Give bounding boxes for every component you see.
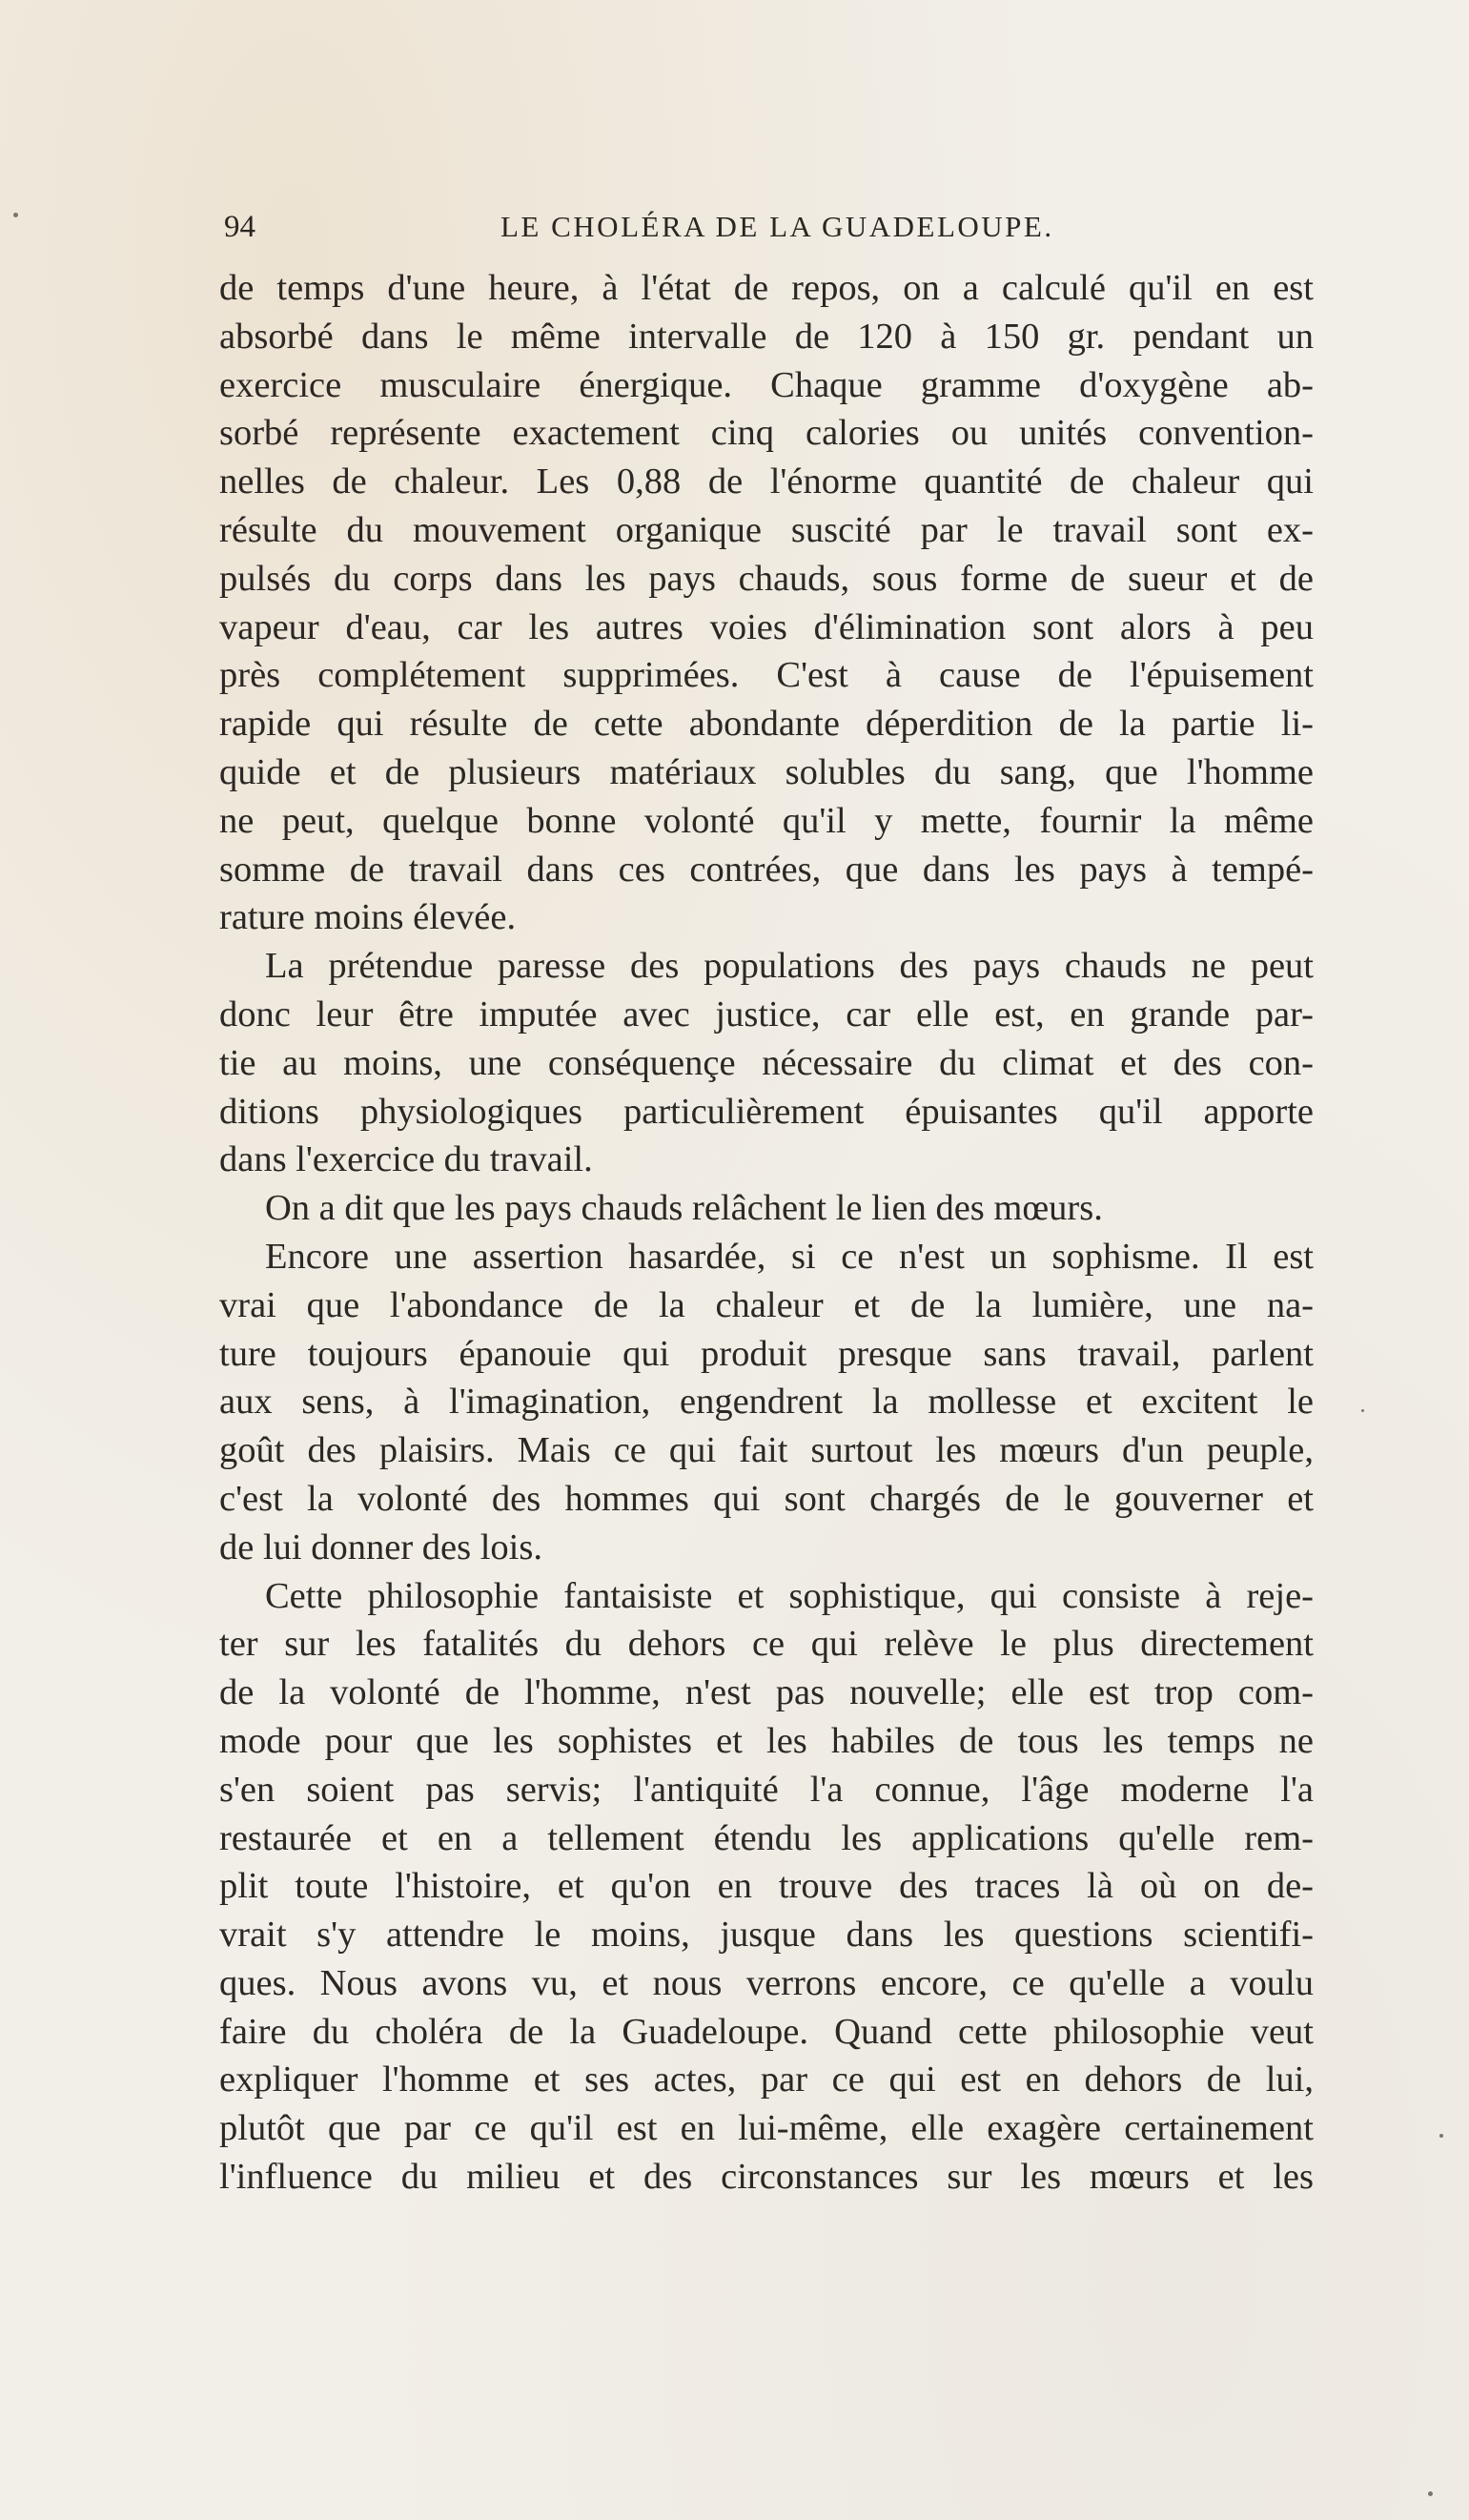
- text-line: nelles de chaleur. Les 0,88 de l'énorme quantité de chaleur qui: [219, 461, 1314, 502]
- text-line: expliquer l'homme et ses actes, par ce qui est en dehors de lui,: [219, 2059, 1314, 2100]
- text-line: rapide qui résulte de cette abondante déperdition de la partie li-: [219, 704, 1314, 745]
- margin-speck: [1361, 1409, 1364, 1412]
- paragraph-first-line: La prétendue paresse des populations des pays chauds ne peut: [265, 946, 1314, 987]
- text-line: sorbé représente exactement cinq calories ou unités convention-: [219, 413, 1314, 454]
- text-line: absorbé dans le même intervalle de 120 à 150 gr. pendant un: [219, 316, 1314, 357]
- text-line: résulte du mouvement organique suscité par le travail sont ex-: [219, 509, 1314, 550]
- text-line: de temps d'une heure, à l'état de repos, on a calculé qu'il en est: [219, 268, 1314, 308]
- text-line: s'en soient pas servis; l'antiquité l'a connue, l'âge moderne l'a: [219, 1769, 1314, 1810]
- text-line: ditions physiologiques particulièrement épuisantes qu'il apporte: [219, 1091, 1314, 1132]
- text-line: près complétement supprimées. C'est à cause de l'épuisement: [219, 655, 1314, 696]
- text-line: exercice musculaire énergique. Chaque gramme d'oxygène ab-: [219, 364, 1314, 405]
- text-line: ne peut, quelque bonne volonté qu'il y mette, fournir la même: [219, 800, 1314, 841]
- text-line: de la volonté de l'homme, n'est pas nouvelle; elle est trop com-: [219, 1672, 1314, 1713]
- running-header: [224, 202, 1316, 252]
- body-text: [219, 264, 1314, 2202]
- text-line: restaurée et en a tellement étendu les applications qu'elle rem-: [219, 1817, 1314, 1858]
- paragraph-first-line: Cette philosophie fantaisiste et sophistique, qui consiste à reje-: [265, 1575, 1314, 1616]
- text-line: ques. Nous avons vu, et nous verrons encore, ce qu'elle a voulu: [219, 1962, 1314, 2003]
- text-line: donc leur être imputée avec justice, car elle est, en grande par-: [219, 994, 1314, 1035]
- text-line: goût des plaisirs. Mais ce qui fait surtout les mœurs d'un peuple,: [219, 1430, 1314, 1471]
- text-line: pulsés du corps dans les pays chauds, sous forme de sueur et de: [219, 558, 1314, 599]
- paragraph-first-line: Encore une assertion hasardée, si ce n'est un sophisme. Il est: [265, 1236, 1314, 1277]
- margin-speck: [1428, 2491, 1433, 2496]
- text-line: dans l'exercice du travail.: [219, 1139, 593, 1180]
- text-line: mode pour que les sophistes et les habiles de tous les temps ne: [219, 1720, 1314, 1761]
- text-line: ter sur les fatalités du dehors ce qui relève le plus directement: [219, 1624, 1314, 1665]
- text-line: vrai que l'abondance de la chaleur et de la lumière, une na-: [219, 1284, 1314, 1325]
- text-line: l'influence du milieu et des circonstances sur les mœurs et les: [219, 2157, 1314, 2198]
- text-line: somme de travail dans ces contrées, que dans les pays à tempé-: [219, 849, 1314, 890]
- running-title: LE CHOLÉRA DE LA GUADELOUPE.: [500, 210, 1054, 243]
- page-number: 94: [224, 210, 255, 244]
- text-line: plutôt que par ce qu'il est en lui-même, elle exagère certainement: [219, 2108, 1314, 2149]
- text-line: rature moins élevée.: [219, 897, 517, 938]
- margin-speck: [1439, 2134, 1443, 2138]
- text-line: c'est la volonté des hommes qui sont chargés de le gouverner et: [219, 1478, 1314, 1519]
- text-line: faire du choléra de la Guadeloupe. Quand cette philosophie veut: [219, 2011, 1314, 2052]
- text-line: aux sens, à l'imagination, engendrent la mollesse et excitent le: [219, 1382, 1314, 1423]
- text-line: ture toujours épanouie qui produit presque sans travail, parlent: [219, 1333, 1314, 1374]
- text-line: vrait s'y attendre le moins, jusque dans les questions scientifi-: [219, 1915, 1314, 1956]
- paragraph-first-line: On a dit que les pays chauds relâchent le lien des mœurs.: [265, 1188, 1103, 1229]
- text-line: plit toute l'histoire, et qu'on en trouve des traces là où on de-: [219, 1866, 1314, 1907]
- margin-speck: [13, 213, 18, 217]
- text-line: de lui donner des lois.: [219, 1526, 542, 1567]
- text-line: tie au moins, une conséquençe nécessaire du climat et des con-: [219, 1042, 1314, 1083]
- text-line: vapeur d'eau, car les autres voies d'élimination sont alors à peu: [219, 606, 1314, 647]
- text-line: quide et de plusieurs matériaux solubles du sang, que l'homme: [219, 751, 1314, 792]
